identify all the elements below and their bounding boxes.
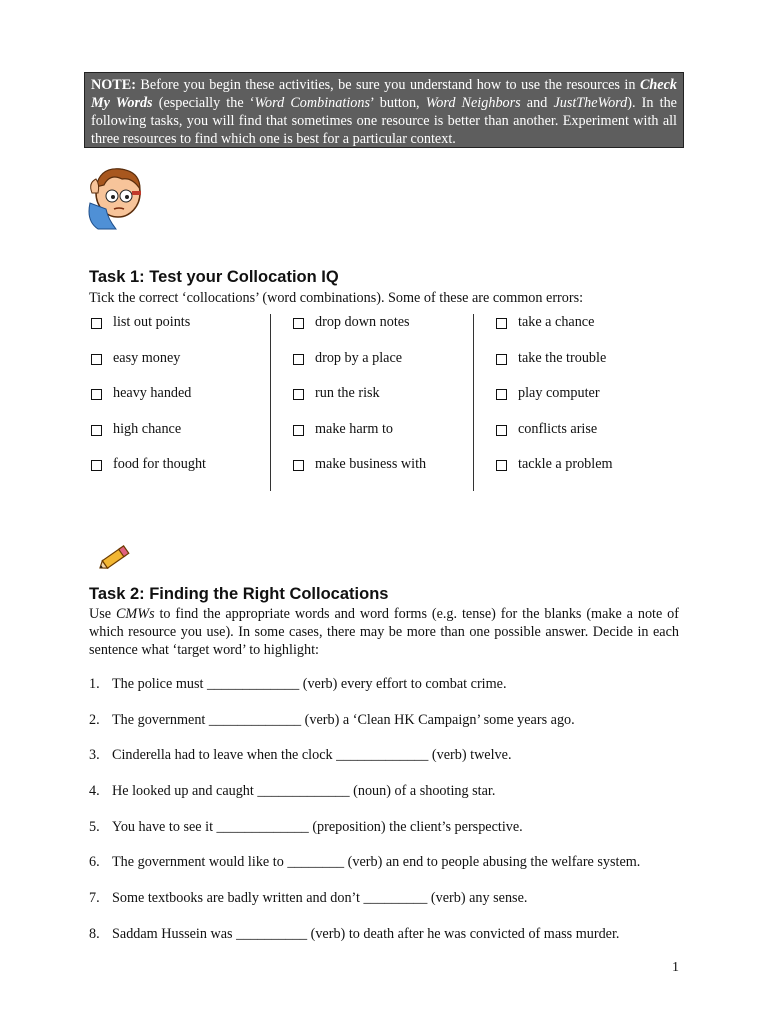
list-item[interactable] bbox=[496, 350, 613, 386]
collocation-column-3 bbox=[496, 314, 613, 492]
sentence-list bbox=[89, 676, 640, 962]
item-text: Some textbooks are badly written and don’t _________ (verb) any sense. bbox=[112, 890, 528, 907]
checkbox[interactable] bbox=[496, 389, 507, 400]
collocation-label: take a chance bbox=[518, 314, 595, 330]
note-text: and bbox=[520, 95, 554, 111]
list-item[interactable] bbox=[91, 314, 206, 350]
collocation-label: play computer bbox=[518, 385, 600, 401]
collocation-label: take the trouble bbox=[518, 349, 607, 366]
page-number: 1 bbox=[672, 960, 679, 975]
list-item bbox=[89, 819, 640, 855]
collocation-label: drop down notes bbox=[315, 314, 410, 330]
list-item[interactable] bbox=[293, 421, 426, 457]
list-item[interactable] bbox=[496, 314, 613, 350]
collocation-label: tackle a problem bbox=[518, 456, 613, 472]
checkbox[interactable] bbox=[91, 425, 102, 436]
item-number: 2. bbox=[89, 711, 100, 728]
list-item bbox=[89, 747, 640, 783]
list-item[interactable] bbox=[293, 456, 426, 492]
checkbox[interactable] bbox=[293, 354, 304, 365]
collocation-label: drop by a place bbox=[315, 349, 403, 366]
checkbox[interactable] bbox=[496, 460, 507, 471]
note-text: Before you begin these activities, be sure you understand how to use the resources in bbox=[135, 77, 640, 93]
note-justtheword: JustTheWord bbox=[553, 95, 628, 111]
collocation-label: food for thought bbox=[113, 456, 206, 472]
list-item[interactable] bbox=[293, 385, 426, 421]
list-item bbox=[89, 854, 640, 890]
note-text: (especially the ‘ bbox=[152, 95, 255, 111]
collocation-column-1 bbox=[91, 314, 206, 492]
note-label: NOTE: bbox=[91, 77, 136, 93]
item-number: 7. bbox=[89, 890, 100, 907]
checkbox[interactable] bbox=[293, 318, 304, 329]
task2-title: Task 2: Finding the Right Collocations bbox=[89, 585, 389, 603]
column-divider bbox=[270, 314, 271, 491]
list-item[interactable] bbox=[91, 350, 206, 386]
checkbox[interactable] bbox=[496, 425, 507, 436]
item-text: The government _____________ (verb) a ‘Clean HK Campaign’ some years ago. bbox=[112, 711, 575, 728]
item-number: 8. bbox=[89, 925, 100, 942]
task2-intro bbox=[89, 605, 679, 659]
collocation-label: heavy handed bbox=[113, 385, 192, 401]
item-text: Cinderella had to leave when the clock _____________ (verb) twelve. bbox=[112, 747, 512, 764]
pencil-icon bbox=[97, 541, 133, 575]
item-text: The police must _____________ (verb) every effort to combat crime. bbox=[112, 676, 507, 692]
task2-intro-cmws: CMWs bbox=[115, 606, 155, 622]
checkbox[interactable] bbox=[91, 318, 102, 329]
collocation-label: list out points bbox=[113, 314, 191, 330]
task1-instruction: Tick the correct ‘collocations’ (word combinations). Some of these are common errors: bbox=[89, 290, 584, 306]
item-number: 5. bbox=[89, 818, 100, 835]
task1-title: Task 1: Test your Collocation IQ bbox=[89, 268, 339, 286]
item-number: 4. bbox=[89, 783, 100, 800]
item-text: He looked up and caught _____________ (noun) of a shooting star. bbox=[112, 783, 496, 800]
list-item[interactable] bbox=[91, 385, 206, 421]
note-text: ’ button, bbox=[369, 95, 426, 111]
list-item[interactable] bbox=[293, 350, 426, 386]
checkbox[interactable] bbox=[293, 460, 304, 471]
list-item[interactable] bbox=[496, 456, 613, 492]
checkbox[interactable] bbox=[293, 425, 304, 436]
collocation-label: conflicts arise bbox=[518, 420, 598, 437]
note-word-combinations: Word Combinations bbox=[254, 95, 370, 111]
checkbox[interactable] bbox=[91, 460, 102, 471]
item-text: The government would like to ________ (verb) an end to people abusing the welfare system. bbox=[112, 854, 641, 871]
collocation-label: make harm to bbox=[315, 420, 394, 437]
checkbox[interactable] bbox=[91, 354, 102, 365]
checkbox[interactable] bbox=[293, 389, 304, 400]
note-box bbox=[84, 72, 684, 148]
task2-intro-text: Use bbox=[89, 606, 116, 622]
thinking-boy-icon bbox=[86, 163, 148, 231]
item-number: 1. bbox=[89, 676, 100, 692]
collocation-column-2 bbox=[293, 314, 426, 492]
checkbox[interactable] bbox=[496, 318, 507, 329]
list-item bbox=[89, 926, 640, 962]
item-text: You have to see it _____________ (preposition) the client’s perspective. bbox=[112, 818, 523, 835]
list-item bbox=[89, 890, 640, 926]
item-text: Saddam Hussein was __________ (verb) to death after he was convicted of mass murder. bbox=[112, 925, 620, 942]
item-number: 6. bbox=[89, 854, 100, 871]
note-word-neighbors: Word Neighbors bbox=[425, 95, 521, 111]
collocation-label: make business with bbox=[315, 456, 427, 472]
column-divider bbox=[473, 314, 474, 491]
checkbox[interactable] bbox=[91, 389, 102, 400]
list-item[interactable] bbox=[293, 314, 426, 350]
list-item bbox=[89, 712, 640, 748]
checkbox[interactable] bbox=[496, 354, 507, 365]
collocation-label: run the risk bbox=[315, 385, 380, 401]
collocation-label: easy money bbox=[113, 349, 181, 366]
list-item bbox=[89, 783, 640, 819]
note-text: ). In the following tasks, you will find that sometimes one resource is better than another. Experiment with all three resources to find which one is best for a particular context. bbox=[91, 95, 677, 147]
task2-intro-text: to find the appropriate words and word forms (e.g. tense) for the blanks (make a note of which resource you use). In some cases, there may be more than one possible answer. Decide in each sentence what ‘target word’ to highlight: bbox=[89, 606, 679, 658]
note-cmw: Check My Words bbox=[91, 77, 677, 111]
item-number: 3. bbox=[89, 747, 100, 764]
collocation-label: high chance bbox=[113, 420, 182, 437]
list-item[interactable] bbox=[496, 385, 613, 421]
list-item[interactable] bbox=[91, 456, 206, 492]
list-item[interactable] bbox=[496, 421, 613, 457]
list-item[interactable] bbox=[91, 421, 206, 457]
list-item bbox=[89, 676, 640, 712]
